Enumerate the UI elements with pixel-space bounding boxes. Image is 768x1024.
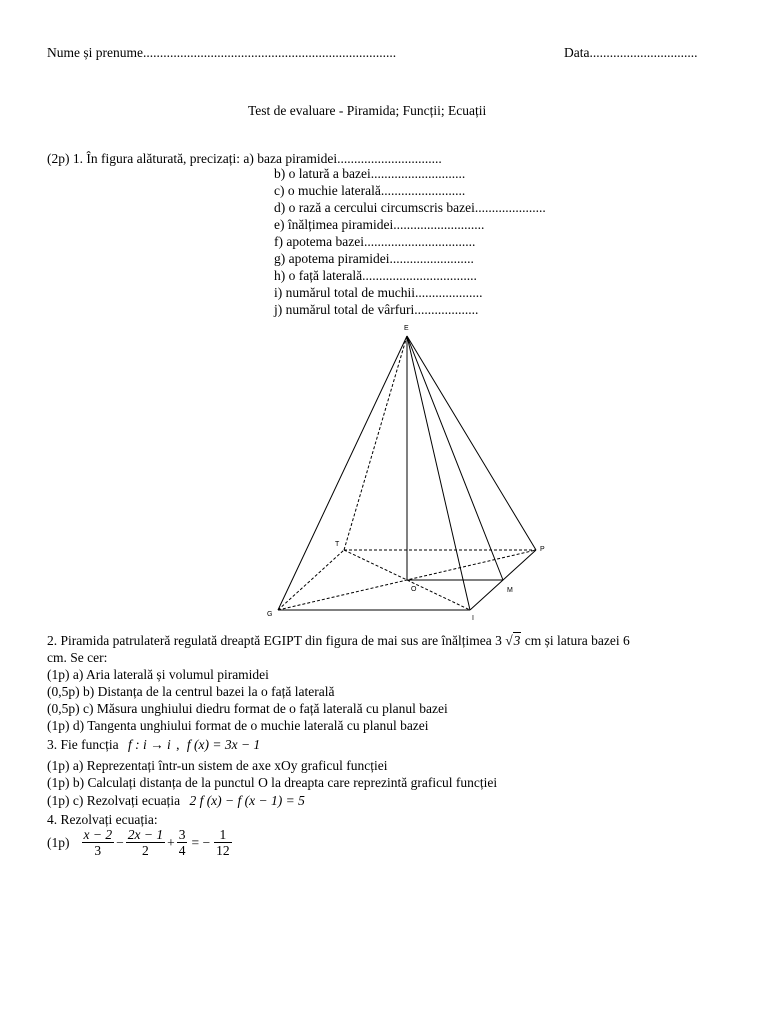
q2-text-b: cm și latura bazei 6 [521, 633, 630, 648]
date-blank: ................................ [589, 45, 698, 60]
q3-item-a: (1p) a) Reprezentați într-un sistem de axe xOy graficul funcției [47, 758, 388, 773]
label-O: O [411, 586, 417, 593]
q3-item-b: (1p) b) Calculați distanța de la punctul O la dreapta care reprezintă graficul funcției [47, 775, 498, 790]
label-M: M [507, 587, 513, 594]
label-E: E [404, 325, 409, 332]
q1-item-e: e) înălțimea piramidei........................... [274, 217, 485, 232]
q4-intro: 4. Rezolvați ecuația: [47, 812, 158, 827]
q1-item-j: j) numărul total de vârfuri................... [274, 302, 479, 317]
q2-statement-line2: cm. Se cer: [47, 650, 108, 665]
page-title: Test de evaluare - Piramida; Funcții; Ecuații [248, 103, 487, 118]
label-T: T [335, 541, 340, 548]
q1-intro: (2p) 1. În figura alăturată, precizați: a) baza piramidei............................... [47, 151, 442, 166]
name-field [47, 44, 396, 61]
q4-points: (1p) [47, 834, 70, 850]
q3-function-formula: f (x) = 3x − 1 [186, 737, 261, 752]
q3-item-c: (1p) c) Rezolvați ecuația [47, 793, 181, 808]
q4-fraction-4: $\frac{1}{12}$ [216, 827, 230, 858]
q2-item-a: (1p) a) Aria laterală și volumul piramidei [47, 667, 269, 682]
q4-op-minus: − [116, 834, 124, 850]
label-P: P [540, 546, 545, 553]
label-G: G [267, 611, 273, 618]
q3-equation: 2 f (x) − f (x − 1) = 5 [189, 793, 305, 808]
q2-text-a: 2. Piramida patrulateră regulată dreaptă EGIPT din figura de mai sus are înălțimea 3 [47, 633, 502, 648]
q4-op-plus: + [167, 834, 175, 850]
date-label: Data [564, 45, 590, 60]
edge-ET [344, 336, 407, 550]
sqrt-radicand: 3 [513, 633, 521, 648]
q1-item-h: h) o față laterală.................................. [274, 268, 477, 283]
sqrt-symbol: √ [505, 633, 513, 648]
q3-intro-line: 3. Fie funcția f : i → i , f (x) = 3x − 1 [47, 737, 261, 752]
q4-fraction-2: $\frac{2x - 1}{2}$ [127, 827, 164, 858]
pyramid-figure [258, 318, 558, 622]
date-field [564, 44, 697, 61]
name-blank: ........................................................................... [142, 45, 397, 60]
q1-item-g: g) apotema piramidei......................... [274, 251, 474, 266]
q3-intro: 3. Fie funcția [47, 737, 119, 752]
edge-GT [278, 550, 344, 610]
q1-item-i: i) numărul total de muchii.................... [274, 285, 483, 300]
q2-statement-line1 [47, 632, 630, 649]
q3-item-c-line [47, 792, 305, 809]
label-I: I [472, 615, 474, 622]
q1-item-f: f) apotema bazei................................. [274, 234, 476, 249]
q2-item-c: (0,5p) c) Măsura unghiului diedru format de o față laterală cu planul bazei [47, 701, 448, 716]
q4-fraction-3: $\frac{3}{4}$ [178, 827, 186, 858]
edge-EP [407, 336, 536, 550]
q2-item-d: (1p) d) Tangenta unghiului format de o muchie laterală cu planul bazei [47, 718, 429, 733]
q1-item-b: b) o latură a bazei............................ [274, 166, 466, 181]
q4-equation [47, 827, 234, 858]
q1-item-d: d) o rază a cercului circumscris bazei..................... [274, 200, 546, 215]
q1-item-c: c) o muchie laterală......................... [274, 183, 466, 198]
edge-EG [278, 336, 407, 610]
name-label: Nume și prenume [47, 45, 143, 60]
q2-item-b: (0,5p) b) Distanța de la centrul bazei la o față laterală [47, 684, 335, 699]
q3-function-domain: f : i → i [127, 737, 171, 752]
q4-fraction-1: $\frac{x - 2}{3}$ [83, 827, 113, 858]
q4-op-equals: = − [191, 834, 211, 850]
